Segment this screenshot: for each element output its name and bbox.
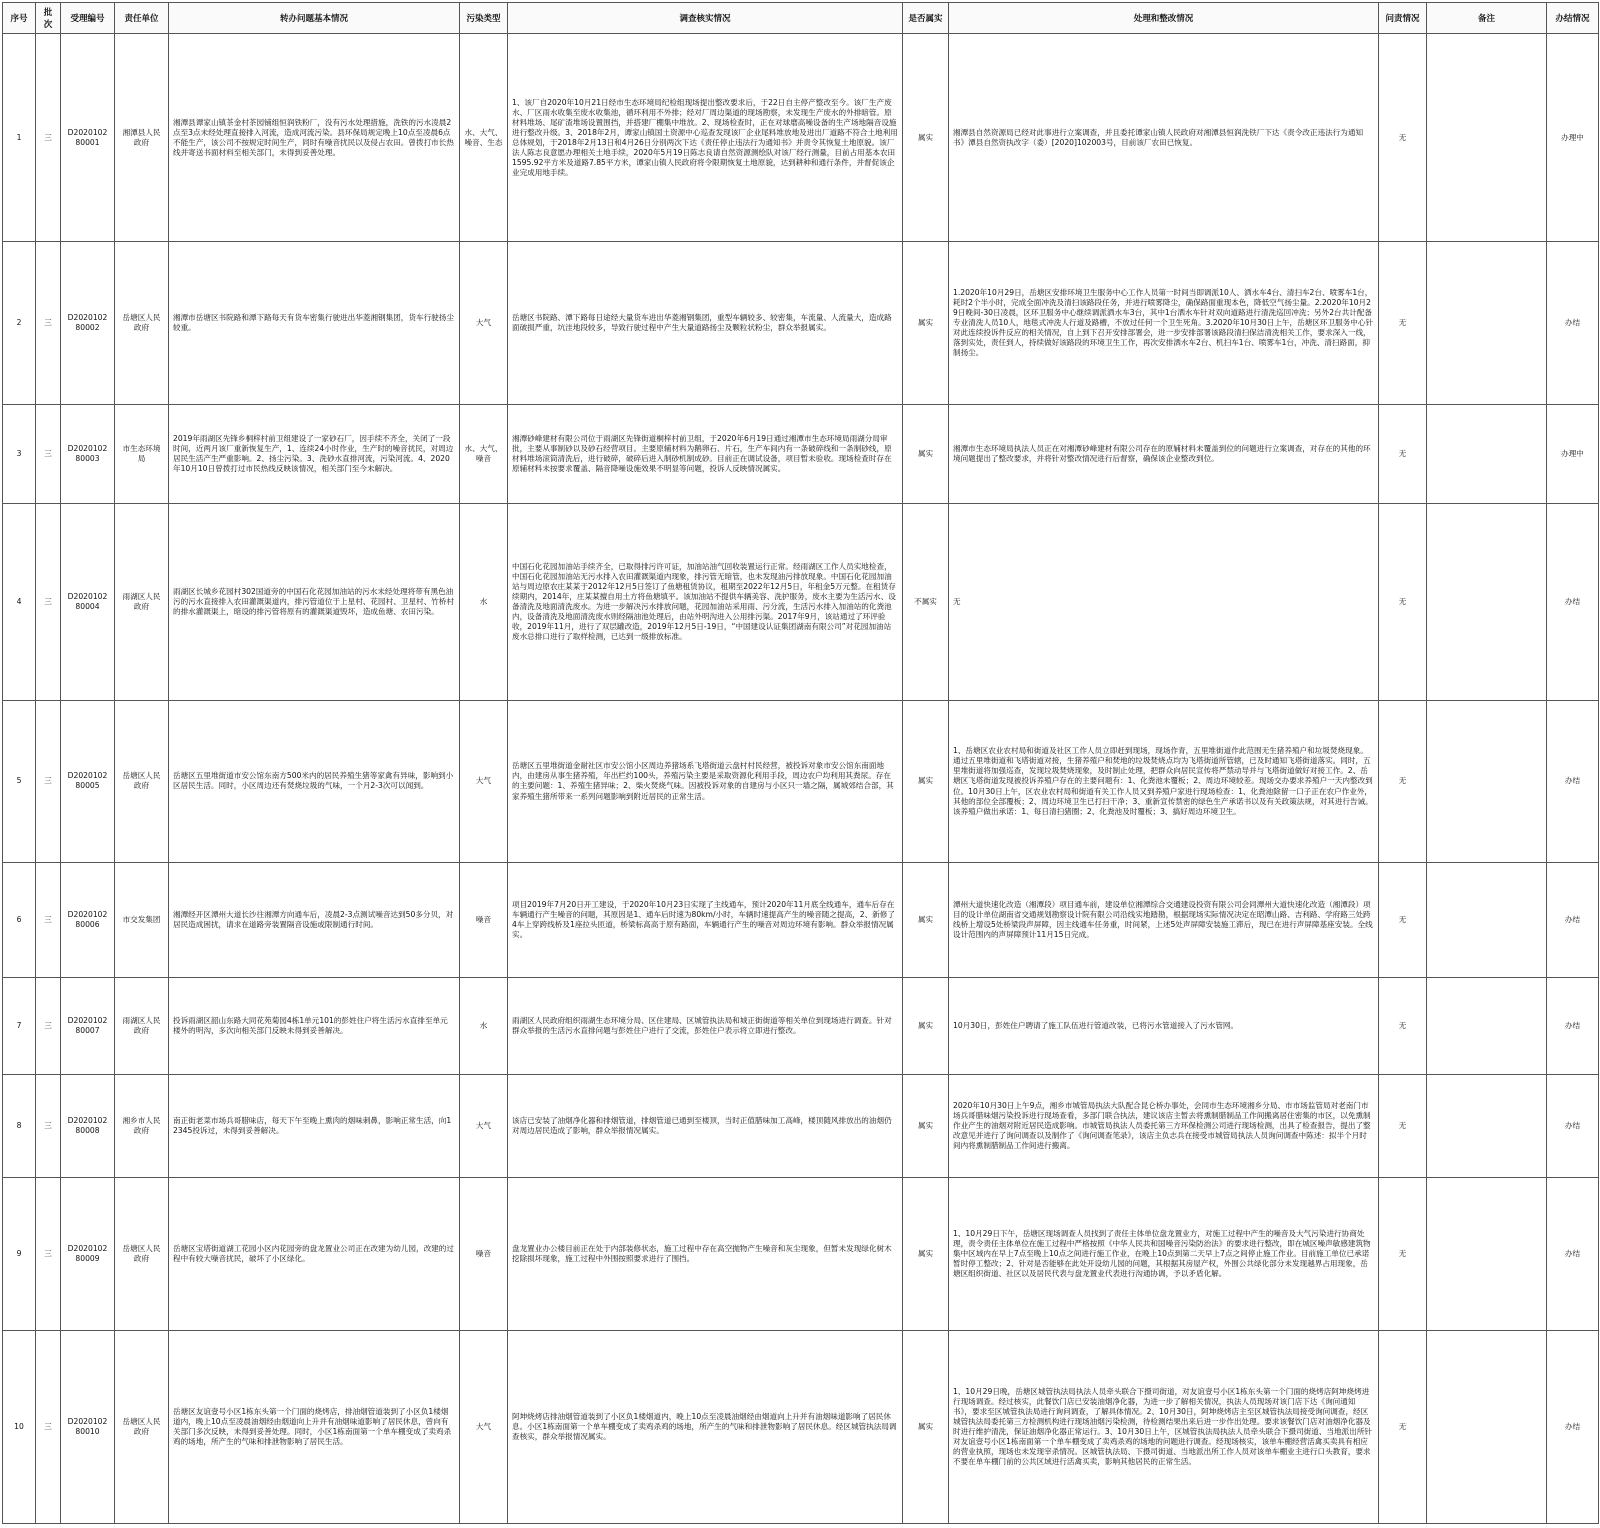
cell-remark	[1427, 242, 1547, 405]
header-batch: 批次	[36, 3, 61, 34]
cell-batch: 三	[36, 701, 61, 862]
cell-investigation: 项目2019年7月20日开工建设，于2020年10月23日实现了主线通车，预计2020年11月底全线通车，通车后存在车辆通行产生噪音的问题，其原因是1、通车后时速为80km/小时，车辆时速提高产生的噪音随之提高，2、新修了4车上穿跨线桥及1座拉头匝道，桥梁标高高于原有路面，车辆通行产生的噪音对周边环境有影响。群众举报情况属实。	[508, 862, 903, 978]
cell-no: 8	[3, 1074, 36, 1177]
cell-accountability: 无	[1379, 405, 1427, 504]
cell-pollution: 大气	[460, 1330, 508, 1523]
cell-no: 6	[3, 862, 36, 978]
cell-problem: 雨湖区长城乡花园村302国道旁的中国石化花园加油站的污水未经处理将带有黑色油污的污水直接排入农田灌溉渠道内，排污管道位于上星村、花园村、卫星村、竹桥村的排水灌溉渠上，暗设的排污管将原有的灌溉渠道毁坏，造成鱼塘、农田污染。	[169, 504, 460, 701]
header-no: 序号	[3, 3, 36, 34]
cell-unit: 岳塘区人民政府	[115, 242, 169, 405]
cell-problem: 湘潭经开区潭州大道长沙往湘潭方向通车后，凌晨2-3点测试噪音达到50多分贝，对居民造成困扰，请求在道路旁装置隔音设施或限制通行时间。	[169, 862, 460, 978]
cell-handling: 1、岳塘区农业农村局和街道及社区工作人员立即赶到现场，现场作青，五里堆街道作此范围无生猪养殖户和垃圾焚烧现象。通过五里堆街道和飞塔街道对接，生猪养殖户和焚地的垃圾焚烧点均为飞塔街道所管辖，已及时通知飞塔街道落实。同时，五里堆街道将加强巡查，发现垃圾焚烧现象，及时制止处理，把群众向居民宣传将严禁动导并与飞塔街道做好对接工作。2、岳塘区飞塔街道发现被投诉养殖户存在的主要问题有：1、化粪池未覆板；2、周边环境较差。现场交办要求养殖户一天内整改到位。10月30日上午，区农业农村局和街道有关工作人员又到养殖户家进行现场检查：1、化粪池除留一口子正在农户作业外，其他的部位全部覆板；2、周边环境卫生已打扫干净；3、重新宣传禁密的绿色生产承诺书以及有关政策法规，对其进行告诫。该养殖户做出承诺：1、每日清扫猪圈；2、化粪池及时覆板；3、搞好周边环境卫生。	[949, 701, 1379, 862]
cell-no: 10	[3, 1330, 36, 1523]
cell-problem: 南正街老菜市场兵哥腊味店，每天下午至晚上熏肉的烟味刺鼻，影响正常生活，向12345投诉过，未得到妥善解决。	[169, 1074, 460, 1177]
cell-no: 9	[3, 1177, 36, 1330]
cell-accountability: 无	[1379, 504, 1427, 701]
cell-no: 5	[3, 701, 36, 862]
cell-batch: 三	[36, 405, 61, 504]
table-row	[3, 701, 1599, 862]
cell-id: D2020102 80003	[61, 405, 115, 504]
header-id: 受理编号	[61, 3, 115, 34]
cell-pollution: 大气	[460, 701, 508, 862]
header-problem: 转办问题基本情况	[169, 3, 460, 34]
table-row	[3, 34, 1599, 242]
table-row	[3, 1074, 1599, 1177]
cell-remark	[1427, 862, 1547, 978]
cell-handling: 1.2020年10月29日，岳塘区安排环境卫生服务中心工作人员第一时间当即调派10人、洒水车4台、清扫车2台、喷雾车1台，耗时2个半小时，完成全面冲洗及清扫该路段任务，并进行喷雾降尘，确保路面重现本色，降低空气扬尘量。2.2020年10月29日晚间-30日凌晨，区环卫服务中心继续调派洒水车3台，其中1台洒水车针对双向道路进行清洗巡回冲洗；另外2台共计配备专业清洗人员10人，地毯式冲洗人行道及路槽，不放过任何一个卫生死角。3.2020年10月30日上午，岳塘区环卫服务中心针对此连续投诉件反应的相关情况，自上到下召开安排部署会，进一步安排部署该路段清扫保洁清洗相关工作，要求深入一线，落到实处，责任到人，持续做好该路段的环境卫生工作，再次安排洒水车2台、机扫车1台、喷雾车1台，冲洗、清扫路面，抑制扬尘。	[949, 242, 1379, 405]
cell-status: 办理中	[1547, 405, 1599, 504]
cell-problem: 岳塘区友谊壹号小区1栋东头第一个门面的烧烤店，排油烟管道装到了小区负1楼烟道内，晚上10点至凌晨油烟经由烟道向上升并有油烟味道影响了居民休息，曾向有关部门多次反映，未得到妥善处理。同时，小区1栋南面第一个单车棚变成了卖鸡杀鸡的场地，所产生的气味和排泄物影响了居民生活。	[169, 1330, 460, 1523]
cell-investigation: 1、该厂自2020年10月21日经市生态环境局纪检组现场提出整改要求后，于22日自主停产整改至今。该厂生产废水、厂区雨水收集至废水收集池，循环利用不外排；经对厂周边渠道的现场勘察，未发现生产废水的外排暗管。原材料堆场、尾矿渣堆场设置围挡，并搭建厂棚集中堆放。2、现场检查时，正在对球磨高噪设备的生产场地隔音设施进行整改升级。3、2018年2月，谭家山镇国土资源中心巡查发现该厂企业尾料堆放地及进出厂道路不符合土地利用总体规划，于2018年2月13日和4月26日分别两次下达《责任停止违法行为通知书》并责令其恢复土地原貌。该厂法人陈志良意愿办理相关土地手续，2020年5月19日陈志良请自然资源测绘队对该厂经行测量，目前占用基本农田1595.92平方米及道路7.85平方米，谭家山镇人民政府将令限期恢复土地原貌，达到耕种和通行条件，并督促该企业完成用地手续。	[508, 34, 903, 242]
table-row	[3, 242, 1599, 405]
cell-id: D2020102 80004	[61, 504, 115, 701]
cell-investigation: 该店已安装了油烟净化器和排烟管道，排烟管道已通到至楼顶，当时正值腊味加工高峰，楼顶随风排放出的油烟仍对周边居民造成了影响，群众举报情况属实。	[508, 1074, 903, 1177]
cell-remark	[1427, 1177, 1547, 1330]
cell-investigation: 岳塘区书院路、潭下路每日途经大量货车进出华菱湘钢集团，重型车辆较多、较密集，车流量、人流量大，造成路面破损严重，坑洼地段较多，导致行驶过程中产生大量道路扬尘及颗粒状粉尘，群众举报属实。	[508, 242, 903, 405]
header-unit: 责任单位	[115, 3, 169, 34]
cell-fact: 属实	[903, 405, 949, 504]
cell-pollution: 水	[460, 978, 508, 1075]
cell-unit: 湘乡市人民政府	[115, 1074, 169, 1177]
cell-remark	[1427, 701, 1547, 862]
cell-pollution: 噪音	[460, 862, 508, 978]
cell-handling: 无	[949, 504, 1379, 701]
cell-pollution: 水	[460, 504, 508, 701]
cell-handling: 1、10月29日下午，岳塘区现场调查人员找到了责任主体单位盘龙置业方，对施工过程中产生的噪音及大气污染进行协商处理，责令责任主体单位在施工过程中严格按照《中华人民共和国噪音污染防治法》的要求进行整改，即在城区噪声敏感建筑物集中区域内在早上7点至晚上10点之间进行施工作业，在晚上10点到第二天早上7点之间停止施工作业。目前施工单位已承诺暂时停工整改；2、针对是否能够在此处开设幼儿园的问题，其根据其房屋产权，外围公共绿化部分未发现越界占用现象，岳塘区组织街道、社区以及居民代表与盘龙置业代表进行沟通协调，予以矛盾化解。	[949, 1177, 1379, 1330]
cell-status: 办结	[1547, 1074, 1599, 1177]
cell-status: 办结	[1547, 862, 1599, 978]
cell-fact: 属实	[903, 701, 949, 862]
cell-status: 办结	[1547, 978, 1599, 1075]
cell-problem: 湘潭市岳塘区书院路和潭下路每天有货车密集行驶进出华菱湘钢集团，货车行驶扬尘较重。	[169, 242, 460, 405]
cell-unit: 岳塘区人民政府	[115, 701, 169, 862]
cell-batch: 三	[36, 978, 61, 1075]
complaint-table	[2, 2, 1599, 1524]
cell-handling: 潭州大道快速化改造（湘潭段）项目通车前，建设单位湘潭综合交通建设投资有限公司会同潭州大道快速化改造（湘潭段）项目的设计单位湖南省交通规划勘察设计院有限公司沿线实地踏勘，根据现场实际情况决定在昭潭山路、吉利路、学府路三处跨线桥上增设5处桥梁段声屏障，因主线通车任务重，时间紧，上述5处声屏障安装施工滞后，现已在进行声屏障基座安装。全线设计范围内的声屏障预计11月15日完成。	[949, 862, 1379, 978]
cell-id: D2020102 80006	[61, 862, 115, 978]
cell-unit: 雨湖区人民政府	[115, 504, 169, 701]
cell-fact: 属实	[903, 242, 949, 405]
cell-accountability: 无	[1379, 242, 1427, 405]
table-row	[3, 1177, 1599, 1330]
cell-remark	[1427, 1330, 1547, 1523]
cell-no: 4	[3, 504, 36, 701]
cell-status: 办理中	[1547, 34, 1599, 242]
cell-batch: 三	[36, 242, 61, 405]
table-row	[3, 405, 1599, 504]
cell-problem: 岳塘区宝塔街道湖工花园小区内花园旁的盘龙置业公司正在改建为幼儿园，改建的过程中有较大噪音扰民，破坏了小区绿化。	[169, 1177, 460, 1330]
cell-remark	[1427, 504, 1547, 701]
cell-id: D2020102 80008	[61, 1074, 115, 1177]
cell-batch: 三	[36, 34, 61, 242]
cell-investigation: 湘潭砂峰建材有限公司位于雨湖区先锋街道桐梓村前卫组，于2020年6月19日通过湘潭市生态环境局雨湖分局审批，主要从事制砂以及砂石经营项目。主要原辅材料为鹅卵石、片石，生产车间内有一条破碎线和一条制砂线，原材料堆场滚筒清洗后，进行破碎，破碎后进入制砂机制成砂。目前正在调试设备，项目暂未验收。现场检查时存在原辅材料未按要求覆盖、隔音降噪设施效果不明显等问题，投诉人反映情况属实。	[508, 405, 903, 504]
cell-accountability: 无	[1379, 701, 1427, 862]
cell-no: 1	[3, 34, 36, 242]
cell-remark	[1427, 978, 1547, 1075]
cell-accountability: 无	[1379, 862, 1427, 978]
cell-status: 办结	[1547, 242, 1599, 405]
cell-no: 3	[3, 405, 36, 504]
header-handling: 处理和整改情况	[949, 3, 1379, 34]
cell-unit: 雨湖区人民政府	[115, 978, 169, 1075]
header-row	[3, 3, 1599, 34]
cell-fact: 属实	[903, 1330, 949, 1523]
cell-id: D2020102 80007	[61, 978, 115, 1075]
cell-investigation: 雨湖区人民政府组织雨湖生态环境分局、区住建局、区城管执法局和城正街街道等相关单位到现场进行调查。针对群众举报的生活污水直排问题与彭姓住户进行了交流，彭姓住户表示将立即进行整改。	[508, 978, 903, 1075]
cell-investigation: 中国石化花园加油站手续齐全，已取得排污许可证，加油站油气回收装置运行正常。经雨湖区工作人员实地检查，中国石化花园加油站无污水排入农田灌溉渠道内现象，排污管无暗管，也未发现油污排放现象。中国石化花园加油站与周边原农庄某某于2012年12月5日签订了鱼塘租赁协议，租期至2022年12月5日，年租金5万元整。在租赁存续期内，2014年，庄某某擅自用土方将鱼塘填平。该加油站不提供车辆美容、洗护服务，废水主要为生活污水、设备清洗及地面清洗废水。为进一步解决污水排放问题，花园加油站采用雨、污分流，生活污水排入加油站的化粪池内，设备清洗及地面清洗废水则经隔油池处理后，由站外明沟进入公用排污渠。2017年9月，该站通过了环评验收，2019年11月，进行了双层罐改造，2019年12月5日-19日，“中国建设认证集团湖南有限公司”对花园加油站废水总排口进行了取样检测，已达到一级排放标准。	[508, 504, 903, 701]
cell-accountability: 无	[1379, 1330, 1427, 1523]
cell-fact: 不属实	[903, 504, 949, 701]
cell-pollution: 水、大气、噪音	[460, 405, 508, 504]
table-row	[3, 978, 1599, 1075]
header-fact: 是否属实	[903, 3, 949, 34]
cell-batch: 三	[36, 862, 61, 978]
cell-handling: 2020年10月30日上午9点，湘乡市城管局执法大队配合昆仑桥办事处，会同市生态环境湘乡分局、市市场监管局对老南门市场兵哥腊味烟污染投诉进行现场查看，多部门联合执法，建议该店主暂去将熏制腊制品工作间搬离居住密集的市区，以免熏制作业产生的油烟对附近居民造成影响。市城管局执法人员委托第三方环保检测公司进行现场检测，出具了检查报告，提出了整改意见并进行了询问调查以及制作了《询问调查笔录》，该店主负志兵在接受市城管局执法人员询问调查中陈述：拟半个月时间内将熏制腊制品工作间进行搬离。	[949, 1074, 1379, 1177]
cell-unit: 湘潭县人民政府	[115, 34, 169, 242]
header-accountability: 问责情况	[1379, 3, 1427, 34]
cell-unit: 岳塘区人民政府	[115, 1330, 169, 1523]
cell-status: 办结	[1547, 504, 1599, 701]
cell-fact: 属实	[903, 862, 949, 978]
table-row	[3, 862, 1599, 978]
cell-pollution: 大气	[460, 1074, 508, 1177]
header-investigation: 调查核实情况	[508, 3, 903, 34]
cell-fact: 属实	[903, 34, 949, 242]
cell-batch: 三	[36, 504, 61, 701]
cell-fact: 属实	[903, 1177, 949, 1330]
cell-investigation: 盘龙置业办公楼目前正在处于内部装修状态，施工过程中存在高空抛物产生噪音和灰尘现象，但暂未发现绿化树木挖除损坏现象，施工过程中外围按照要求进行了围挡。	[508, 1177, 903, 1330]
cell-problem: 湘潭县谭家山镇茶金村茶园铺组恒润铁粉厂，没有污水处理措施，洗铁的污水凌晨2点至3点未经处理直接排入河流，造成河流污染。县环保局规定晚上10点至凌晨6点不能生产，该公司不按规定时间生产，同时有噪音扰民以及侵占农田。曾拨打市长热线并寄送书面材料至相关部门，未得到妥善处理。	[169, 34, 460, 242]
cell-batch: 三	[36, 1330, 61, 1523]
cell-remark	[1427, 34, 1547, 242]
header-status: 办结情况	[1547, 3, 1599, 34]
cell-batch: 三	[36, 1177, 61, 1330]
header-remark: 备注	[1427, 3, 1547, 34]
cell-pollution: 水、大气、噪音、生态	[460, 34, 508, 242]
cell-handling: 1、10月29日晚，岳塘区城管执法局执法人员牵头联合下摄司街道，对友谊壹号小区1栋东头第一个门面的烧烤店阿坤烧烤进行现场调查。经过核实，此餐饮门店已安装油烟净化器，为进一步了解相关情况，执法人员现场对该门店下达《询问通知书》，要求至区城管执法局进行询问调查，了解具体情况。2、10月30日，阿坤烧烤店主至区城管执法局接受询问调查，经区城管执法局委托第三方检测机构进行现场油烟污染检测，待检测结果出来后进一步作出处理。要求该餐饮门店对油烟净化器及时进行维护清洗，保证油烟净化器正常运行。3、10月30日上午，区城管执法局执法人员牵头联合下摄司街道、当地派出所针对友谊壹号小区1栋南面第一个单车棚变成了卖鸡杀鸡的场地的问题进行调查。经现场核实，该单车棚经营活禽买卖具有相应的营业执照，现场也未发现宰杀情况。区城管执法局、下摄司街道、当地派出所工作人员对该单车棚业主进行口头教育，要求不要在单车棚门前的公共区域进行活禽买卖，影响其他居民的正常生活。	[949, 1330, 1379, 1523]
cell-no: 7	[3, 978, 36, 1075]
cell-id: D2020102 80005	[61, 701, 115, 862]
cell-fact: 属实	[903, 978, 949, 1075]
header-pollution: 污染类型	[460, 3, 508, 34]
cell-investigation: 岳塘区五里堆街道金耐社区市安公馆小区周边养猪场系飞塔街道云盘村村民经营，被投诉对象市安公馆东南面地内，由建房从事生猪养殖，年出栏约100头，养殖污染主要是采取资源化利用手段，周边农户均利用其粪尿。存在的主要问题：1、养殖生猪异味；2、柴火焚烧气味。因被投诉对象的自建房与小区只一墙之隔，属城郊结合部，其家养殖生猪所带来一系列问题影响到附近居民的正常生活。	[508, 701, 903, 862]
cell-id: D2020102 80010	[61, 1330, 115, 1523]
cell-id: D2020102 80001	[61, 34, 115, 242]
cell-pollution: 噪音	[460, 1177, 508, 1330]
cell-handling: 湘潭县自然资源局已经对此事进行立案调查，并且委托谭家山镇人民政府对湘潭县恒润洗铁厂下达《责令改正违法行为通知书》潭县自然资执改字（委）[2020]102003号，目前该厂农田已恢复。	[949, 34, 1379, 242]
cell-fact: 属实	[903, 1074, 949, 1177]
cell-no: 2	[3, 242, 36, 405]
cell-unit: 市生态环境局	[115, 405, 169, 504]
cell-problem: 2019年雨湖区先锋乡桐梓村前卫组建设了一家砂石厂，因手续不齐全，关闭了一段时间，近两月该厂重新恢复生产，1、连续24小时作业，生产时的噪音扰民，对周边居民生活产生严重影响。2、扬尘污染。3、洗砂水直排河流，污染河流。4、2020年10月10日曾拨打过市民热线反映该情况，相关部门至今未解决。	[169, 405, 460, 504]
cell-batch: 三	[36, 1074, 61, 1177]
cell-status: 办结	[1547, 1177, 1599, 1330]
cell-problem: 岳塘区五里堆街道市安公馆东南方500米内的居民养殖生猪等家禽有异味，影响到小区居民生活。同时，小区周边还有焚烧垃圾的气味，一个月2-3次可以闻到。	[169, 701, 460, 862]
cell-status: 办结	[1547, 701, 1599, 862]
cell-accountability: 无	[1379, 1074, 1427, 1177]
table-row	[3, 1330, 1599, 1523]
cell-id: D2020102 80009	[61, 1177, 115, 1330]
cell-accountability: 无	[1379, 978, 1427, 1075]
cell-remark	[1427, 405, 1547, 504]
cell-unit: 市交发集团	[115, 862, 169, 978]
cell-investigation: 阿坤烧烤店排油烟管道装到了小区负1楼烟道内，晚上10点至凌晨油烟经由烟道向上升并有油烟味道影响了居民休息。小区1栋南面第一个单车棚变成了卖鸡杀鸡的场地，所产生的气味和排泄物影响了居民休息。经区城管执法局调查核实，群众举报情况属实。	[508, 1330, 903, 1523]
cell-remark	[1427, 1074, 1547, 1177]
cell-accountability: 无	[1379, 1177, 1427, 1330]
cell-problem: 投诉雨湖区韶山东路大同花苑菊园4栋1单元101的彭姓住户将生活污水直排至单元楼外的明沟，多次向相关部门反映未得到妥善解决。	[169, 978, 460, 1075]
cell-pollution: 大气	[460, 242, 508, 405]
cell-unit: 岳塘区人民政府	[115, 1177, 169, 1330]
cell-status: 办结	[1547, 1330, 1599, 1523]
cell-handling: 10月30日，彭姓住户聘请了施工队伍进行管道改装，已将污水管道接入了污水管网。	[949, 978, 1379, 1075]
cell-id: D2020102 80002	[61, 242, 115, 405]
cell-accountability: 无	[1379, 34, 1427, 242]
table-row	[3, 504, 1599, 701]
cell-handling: 湘潭市生态环境局执法人员正在对湘潭砂峰建材有限公司存在的原辅材料未覆盖到位的问题进行立案调查，对存在的其他的环境问题提出了整改要求，并将针对整改情况进行后督察，确保该企业整改到位。	[949, 405, 1379, 504]
